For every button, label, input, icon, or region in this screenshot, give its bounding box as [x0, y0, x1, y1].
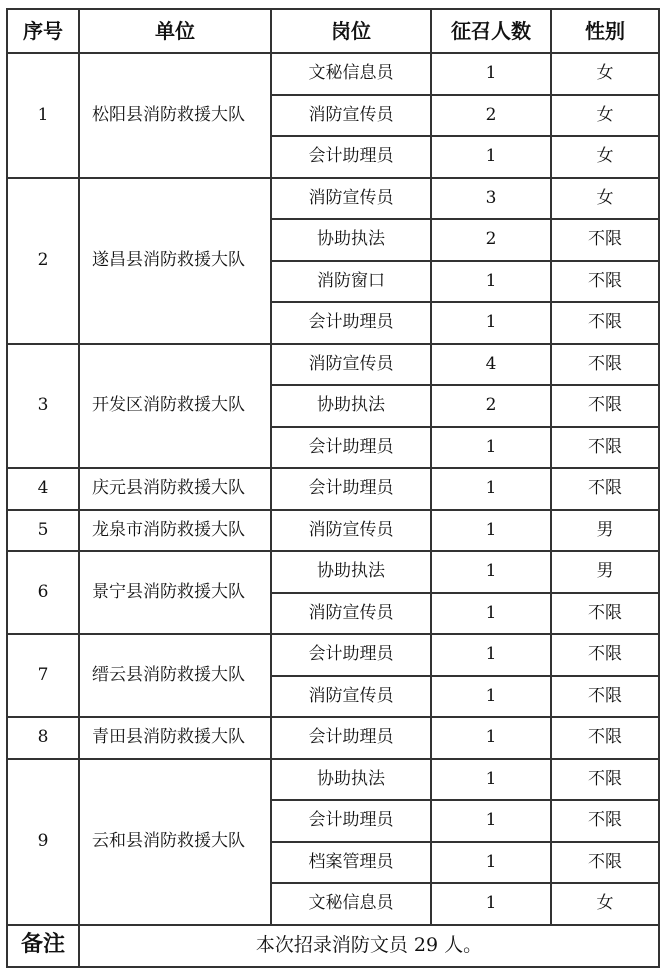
- table-row: [7, 717, 659, 759]
- gender-cell: 不限: [551, 261, 659, 303]
- count-cell: 1: [431, 883, 551, 925]
- position-cell: 会计助理员: [271, 800, 431, 842]
- unit-name-cell: 庆元县消防救援大队: [79, 468, 271, 510]
- position-cell: 消防窗口: [271, 261, 431, 303]
- count-cell: 1: [431, 551, 551, 593]
- table-body: [7, 53, 659, 925]
- count-cell: 1: [431, 634, 551, 676]
- count-cell: 1: [431, 510, 551, 552]
- table-row: [7, 551, 659, 593]
- gender-cell: 不限: [551, 219, 659, 261]
- gender-cell: 女: [551, 178, 659, 220]
- count-cell: 1: [431, 136, 551, 178]
- unit-index-cell: 9: [7, 759, 79, 925]
- count-cell: 4: [431, 344, 551, 386]
- gender-cell: 女: [551, 95, 659, 137]
- count-cell: 1: [431, 593, 551, 635]
- unit-index-cell: 6: [7, 551, 79, 634]
- count-cell: 1: [431, 427, 551, 469]
- position-cell: 档案管理员: [271, 842, 431, 884]
- unit-name-cell: 云和县消防救援大队: [79, 759, 271, 925]
- position-cell: 会计助理员: [271, 136, 431, 178]
- header-unit: 单位: [79, 9, 271, 53]
- unit-index-cell: 3: [7, 344, 79, 469]
- gender-cell: 不限: [551, 676, 659, 718]
- position-cell: 文秘信息员: [271, 53, 431, 95]
- unit-name-cell: 松阳县消防救援大队: [79, 53, 271, 178]
- count-cell: 1: [431, 468, 551, 510]
- header-count: 征召人数: [431, 9, 551, 53]
- unit-index-cell: 5: [7, 510, 79, 552]
- remark-label: 备注: [7, 925, 79, 967]
- position-cell: 会计助理员: [271, 427, 431, 469]
- remark-note: 本次招录消防文员 29 人。: [79, 925, 659, 967]
- position-cell: 协助执法: [271, 385, 431, 427]
- gender-cell: 不限: [551, 800, 659, 842]
- table-row: [7, 344, 659, 386]
- table-row: [7, 759, 659, 801]
- position-cell: 协助执法: [271, 551, 431, 593]
- table-row: [7, 468, 659, 510]
- table-row: [7, 53, 659, 95]
- gender-cell: 女: [551, 883, 659, 925]
- gender-cell: 不限: [551, 842, 659, 884]
- header-position: 岗位: [271, 9, 431, 53]
- position-cell: 消防宣传员: [271, 676, 431, 718]
- header-row: [7, 9, 659, 53]
- gender-cell: 不限: [551, 717, 659, 759]
- unit-name-cell: 青田县消防救援大队: [79, 717, 271, 759]
- recruitment-table-sheet: [6, 8, 658, 960]
- count-cell: 2: [431, 385, 551, 427]
- unit-name-cell: 缙云县消防救援大队: [79, 634, 271, 717]
- position-cell: 会计助理员: [271, 302, 431, 344]
- position-cell: 协助执法: [271, 219, 431, 261]
- unit-index-cell: 4: [7, 468, 79, 510]
- gender-cell: 不限: [551, 302, 659, 344]
- unit-name-cell: 开发区消防救援大队: [79, 344, 271, 469]
- header-gender: 性别: [551, 9, 659, 53]
- count-cell: 1: [431, 800, 551, 842]
- unit-index-cell: 7: [7, 634, 79, 717]
- table-row: [7, 634, 659, 676]
- unit-name-cell: 景宁县消防救援大队: [79, 551, 271, 634]
- gender-cell: 不限: [551, 344, 659, 386]
- count-cell: 1: [431, 261, 551, 303]
- unit-name-cell: 龙泉市消防救援大队: [79, 510, 271, 552]
- gender-cell: 不限: [551, 634, 659, 676]
- gender-cell: 女: [551, 53, 659, 95]
- position-cell: 消防宣传员: [271, 95, 431, 137]
- gender-cell: 不限: [551, 593, 659, 635]
- gender-cell: 女: [551, 136, 659, 178]
- position-cell: 会计助理员: [271, 717, 431, 759]
- count-cell: 1: [431, 842, 551, 884]
- gender-cell: 不限: [551, 759, 659, 801]
- count-cell: 2: [431, 95, 551, 137]
- count-cell: 1: [431, 676, 551, 718]
- position-cell: 消防宣传员: [271, 344, 431, 386]
- gender-cell: 男: [551, 551, 659, 593]
- position-cell: 消防宣传员: [271, 593, 431, 635]
- count-cell: 1: [431, 302, 551, 344]
- gender-cell: 不限: [551, 468, 659, 510]
- unit-index-cell: 8: [7, 717, 79, 759]
- position-cell: 会计助理员: [271, 634, 431, 676]
- header-index: 序号: [7, 9, 79, 53]
- position-cell: 协助执法: [271, 759, 431, 801]
- gender-cell: 不限: [551, 427, 659, 469]
- unit-index-cell: 2: [7, 178, 79, 344]
- count-cell: 1: [431, 759, 551, 801]
- remark-row: [7, 925, 659, 967]
- gender-cell: 不限: [551, 385, 659, 427]
- count-cell: 2: [431, 219, 551, 261]
- position-cell: 消防宣传员: [271, 178, 431, 220]
- count-cell: 3: [431, 178, 551, 220]
- table-row: [7, 510, 659, 552]
- table-row: [7, 178, 659, 220]
- count-cell: 1: [431, 53, 551, 95]
- position-cell: 会计助理员: [271, 468, 431, 510]
- position-cell: 文秘信息员: [271, 883, 431, 925]
- gender-cell: 男: [551, 510, 659, 552]
- count-cell: 1: [431, 717, 551, 759]
- unit-index-cell: 1: [7, 53, 79, 178]
- recruitment-table: [6, 8, 660, 968]
- unit-name-cell: 遂昌县消防救援大队: [79, 178, 271, 344]
- position-cell: 消防宣传员: [271, 510, 431, 552]
